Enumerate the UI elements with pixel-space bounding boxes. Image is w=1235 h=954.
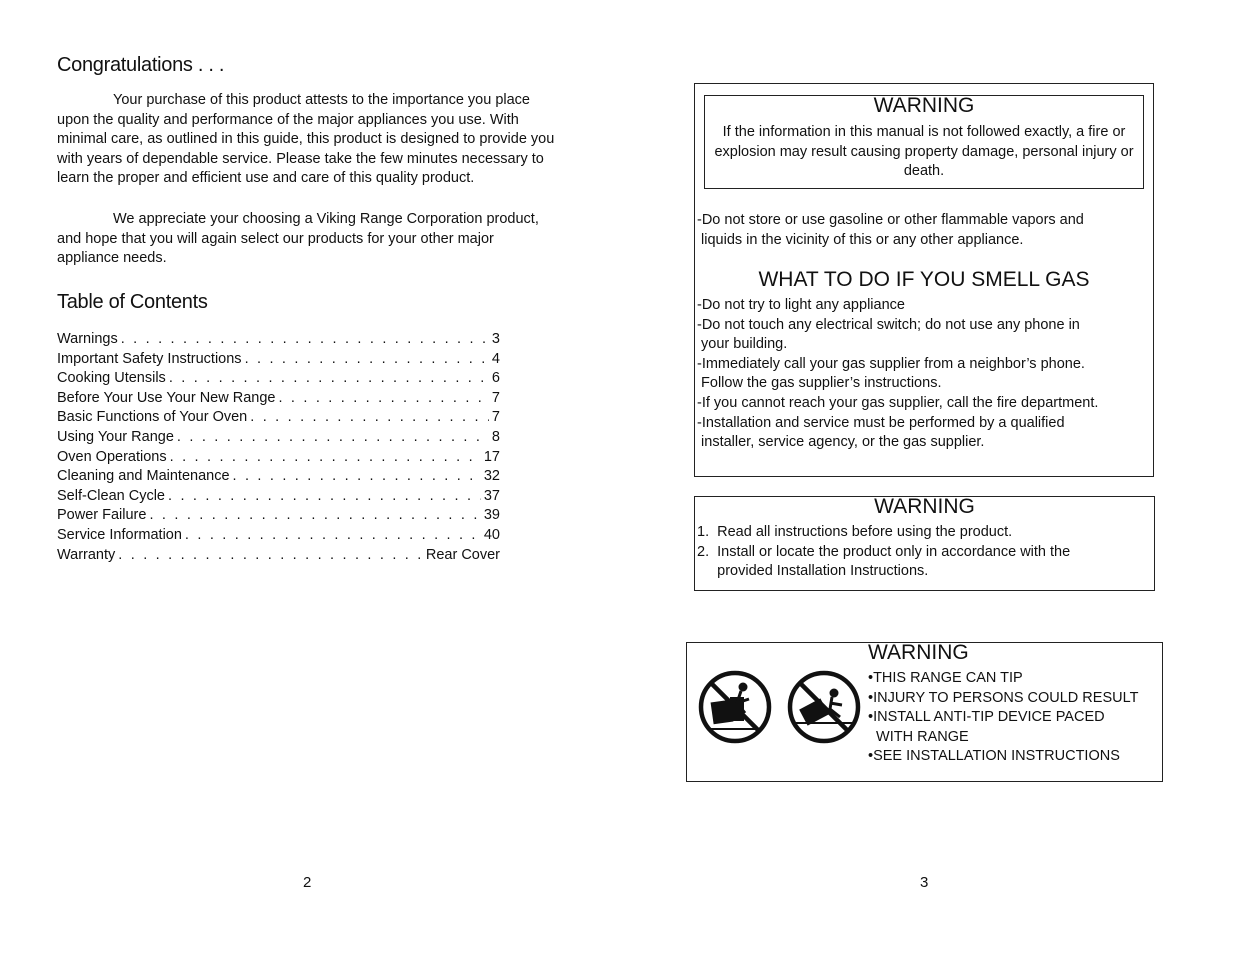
warning-line: •SEE INSTALLATION INSTRUCTIONS	[868, 748, 1120, 765]
gas-instruction-line: -Installation and service must be performed by a qualified	[697, 414, 1065, 431]
toc-entry-page: 39	[483, 507, 500, 524]
congratulations-paragraph-2: We appreciate your choosing a Viking Range Corporation product, and hope that you will again select our products for your other major appliance needs.	[57, 211, 539, 267]
warning-line: provided Installation Instructions.	[697, 563, 929, 580]
warning-line: •INSTALL ANTI-TIP DEVICE PACED	[868, 709, 1105, 726]
toc-leader-dots	[177, 429, 489, 445]
toc-leader-dots	[121, 331, 489, 347]
gas-instruction-line: your building.	[697, 336, 788, 353]
toc-entry-page: Rear Cover	[425, 546, 500, 563]
toc-entry-title: Before Your Use Your New Range	[57, 389, 276, 406]
no-flammable-storage-text	[697, 211, 1084, 250]
smell-gas-heading: WHAT TO DO IF YOU SMELL GAS	[758, 268, 1090, 291]
toc-entry	[57, 429, 500, 449]
toc-entry-title: Warranty	[57, 546, 116, 563]
toc-leader-dots	[245, 351, 489, 367]
congratulations-heading: Congratulations . . .	[57, 54, 225, 76]
toc-entry-page: 17	[483, 448, 500, 465]
toc-entry-page: 40	[483, 526, 500, 543]
toc-entry	[57, 547, 500, 567]
congratulations-paragraph-1: Your purchase of this product attests to the importance you place upon the quality and performance of the major appliances you use. With minimal care, as outlined in this guide, this product is designed to provide you with years of dependable service. Please take the few minutes necessary to learn the proper and efficient use and care of this quality product.	[57, 92, 555, 187]
warning-text: If the information in this manual is not followed exactly, a fire or explosion may result causing property damage, personal injury or death.	[714, 124, 1134, 180]
warning-heading: WARNING	[868, 641, 969, 664]
warning-heading: WARNING	[873, 94, 975, 117]
toc-leader-dots	[250, 409, 489, 425]
warning-box-anti-tip	[686, 642, 1163, 782]
toc-entry-page: 6	[491, 370, 500, 387]
page-number-right: 3	[920, 874, 929, 891]
toc-leader-dots	[149, 507, 480, 523]
toc-entry-page: 7	[491, 389, 500, 406]
toc-entry	[57, 370, 500, 390]
no-climbing-icon	[697, 669, 773, 745]
toc-entry-page: 32	[483, 468, 500, 485]
warning-line: •THIS RANGE CAN TIP	[868, 670, 1023, 686]
toc-entry-page: 3	[491, 331, 500, 347]
gas-warning-panel	[694, 83, 1154, 477]
toc-leader-dots	[168, 488, 481, 504]
toc-entry	[57, 488, 500, 508]
toc-entry-title: Self-Clean Cycle	[57, 487, 165, 504]
toc-entry	[57, 390, 500, 410]
toc-leader-dots	[118, 547, 423, 563]
toc-entry-title: Basic Functions of Your Oven	[57, 409, 248, 426]
toc-entry-page: 4	[491, 350, 500, 367]
instruction-warnings-list	[697, 523, 1070, 582]
toc-entry	[57, 527, 500, 547]
gas-instruction-line: installer, service agency, or the gas supplier.	[697, 434, 985, 451]
warning-line: •INJURY TO PERSONS COULD RESULT	[868, 689, 1139, 706]
warning-box-fire-explosion	[704, 95, 1144, 189]
toc-entry-title: Cleaning and Maintenance	[57, 468, 230, 485]
no-store-line-1: -Do not store or use gasoline or other flammable vapors and	[697, 212, 1084, 228]
gas-instruction-line: -Do not try to light any appliance	[697, 297, 905, 313]
no-store-line-2: liquids in the vicinity of this or any other appliance.	[697, 231, 1024, 248]
toc-entry-title: Service Information	[57, 526, 182, 543]
toc-entry-title: Warnings	[57, 331, 118, 347]
toc-entry-title: Important Safety Instructions	[57, 350, 242, 367]
toc-leader-dots	[169, 370, 489, 386]
toc-entry-title: Using Your Range	[57, 428, 174, 445]
range-tip-over-icon	[786, 669, 862, 745]
anti-tip-warnings-list	[868, 669, 1138, 767]
warning-line: 2. Install or locate the product only in accordance with the	[697, 543, 1071, 560]
toc-entry-title: Oven Operations	[57, 448, 167, 465]
table-of-contents	[57, 331, 500, 566]
toc-entry	[57, 507, 500, 527]
gas-instruction-line: -If you cannot reach your gas supplier, call the fire department.	[697, 394, 1099, 411]
toc-entry-title: Power Failure	[57, 507, 147, 524]
toc-entry	[57, 468, 500, 488]
toc-entry	[57, 449, 500, 469]
warning-box-instructions	[694, 496, 1155, 591]
smell-gas-instructions	[697, 296, 1098, 453]
toc-leader-dots	[278, 390, 488, 406]
toc-leader-dots	[185, 527, 481, 543]
toc-entry	[57, 331, 500, 351]
gas-instruction-line: -Immediately call your gas supplier from a neighbor’s phone.	[697, 355, 1085, 372]
warning-line: 1. Read all instructions before using the product.	[697, 524, 1013, 540]
toc-leader-dots	[170, 449, 481, 465]
toc-entry	[57, 351, 500, 371]
warning-line: WITH RANGE	[868, 728, 969, 745]
toc-entry-page: 7	[491, 409, 500, 426]
page-number-left: 2	[303, 874, 312, 891]
toc-entry-title: Cooking Utensils	[57, 370, 166, 387]
toc-entry-page: 37	[483, 487, 500, 504]
table-of-contents-heading: Table of Contents	[57, 291, 208, 313]
toc-entry	[57, 409, 500, 429]
gas-instruction-line: -Do not touch any electrical switch; do not use any phone in	[697, 316, 1080, 333]
toc-entry-page: 8	[491, 428, 500, 445]
gas-instruction-line: Follow the gas supplier’s instructions.	[697, 375, 942, 392]
toc-leader-dots	[233, 468, 481, 484]
warning-heading: WARNING	[874, 495, 975, 518]
